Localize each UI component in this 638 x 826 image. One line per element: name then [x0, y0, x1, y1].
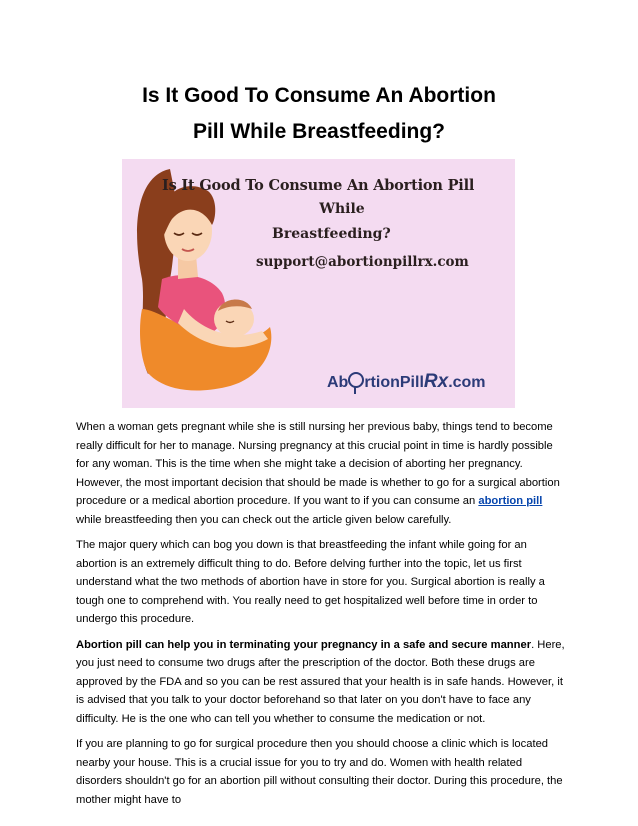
page-title: [60, 78, 578, 150]
paragraph-3: Abortion pill can help you in terminating your pregnancy in a safe and secure manner. Here, you just need to consume two drugs after the prescription of the doctor. Both these drugs are approved by the FDA and so you can be rest assured that your health is in safe hands. However, it is advised that you talk to your doctor beforehand so that later on you don't have to face any difficulty. He is the one who can tell you whether to consume the medication or not.: [76, 638, 565, 725]
paragraph-2: The major query which can bog you down is that breastfeeding the infant while going for an abortion is an extremely difficult thing to do. Before delving further into the topic, let us first understand what the two methods of abortion have in store for you. Surgical abortion is really a tough one to comprehend with. You really need to get hospitalized well before time in order to undergo this procedure.: [76, 539, 545, 625]
article-banner-image: [122, 159, 515, 408]
title-line-2: Pill While Breastfeeding?: [192, 120, 446, 143]
mother-and-baby-illustration: [122, 159, 282, 408]
abortion-pill-link[interactable]: abortion pill: [478, 495, 543, 507]
logo-o-icon: [348, 372, 364, 388]
banner-email: support@abortionpillrx.com: [256, 254, 469, 270]
banner-line-while: While: [319, 201, 365, 217]
paragraph-4: If you are planning to go for surgical procedure then you should choose a clinic which is located nearby your house. This is a crucial issue for you to try and do. Women with health related disorders shouldn't go for an abortion pill without consulting their doctor. During this procedure, the mother might have to: [76, 738, 563, 806]
abortionpillrx-logo: Ab rtionPillRx.com: [327, 371, 486, 392]
banner-headline: Is It Good To Consume An Abortion Pill: [162, 177, 475, 194]
banner-line-breastfeeding: Breastfeeding?: [272, 226, 391, 242]
paragraph-1: When a woman gets pregnant while she is still nursing her previous baby, things tend to become really difficult for her to manage. Nursing pregnancy at this crucial point in time is hardly possible for any woman. This is the time when she might take a decision of aborting her pregnancy. However, the most important decision that should be made is whether to go for a surgical abortion procedure or a medical abortion procedure. If you want to if you can consume an abortion pill while breastfeeding then you can check out the article given below carefully.: [76, 421, 560, 526]
article-body: [76, 418, 566, 816]
title-line-1: Is It Good To Consume An Abortion: [142, 84, 496, 107]
